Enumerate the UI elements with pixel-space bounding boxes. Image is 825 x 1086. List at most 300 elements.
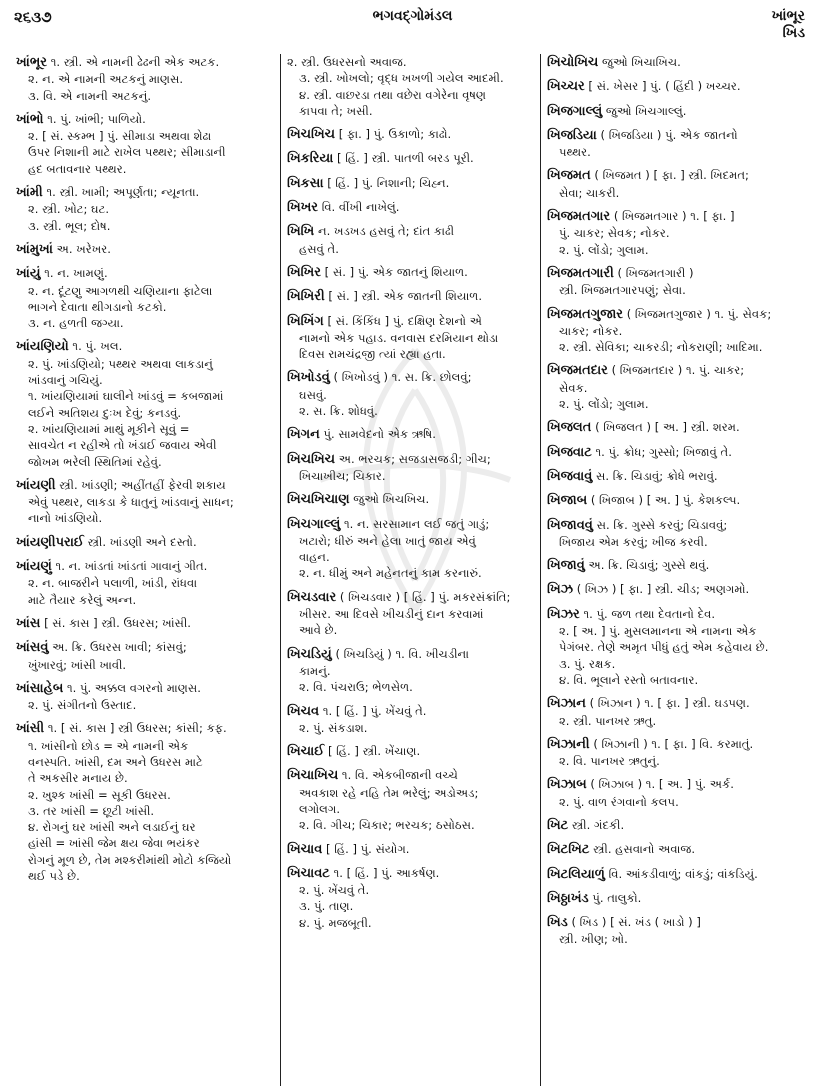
entry-text: ( ખિજમતગુજાર ) ૧. પું. સેવક; <box>626 306 772 321</box>
entry-text: માટે તૈયાર કરેલું અન્ન. <box>28 592 137 607</box>
entry-line <box>287 288 534 305</box>
entry-text: ખાંડવાનું ગચિયું. <box>28 373 103 388</box>
entry-line <box>547 54 797 71</box>
entry-line <box>16 184 274 201</box>
column-1 <box>10 54 280 1086</box>
entry-line <box>287 663 534 679</box>
dictionary-entry <box>547 841 797 858</box>
entry-line <box>547 672 797 688</box>
entry-text: ૧. [ હિં. ] પું. આકર્ષણ. <box>333 865 440 880</box>
entry-line <box>287 387 534 403</box>
entry-text: ૨. પું. સંકડાશ. <box>299 720 368 735</box>
entry-headword: ખિચખિચ <box>287 451 336 467</box>
entry-text: ( ખિજમતગાર ) ૧. [ ફા. ] <box>613 209 735 224</box>
entry-text: હસવું તે. <box>299 241 339 256</box>
entry-text: ૩. તર ખાંસી = છૂટી ખાંસી. <box>28 803 155 818</box>
entry-text: ભાગને દેવાતા થીગડાનો કટકો. <box>28 299 167 314</box>
entry-line <box>547 208 797 225</box>
entry-text: ૧. [ સં. કાસ ] સ્ત્રી ઉધરસ; કાંસી; કફ. <box>47 721 227 736</box>
entry-line <box>16 819 274 835</box>
entry-line <box>547 492 797 509</box>
entry-headword: ખિજમતગારી <box>547 265 614 281</box>
column-2 <box>280 54 540 1086</box>
entry-line <box>16 835 274 851</box>
entry-text: અ. ભરચક; સજડાસજડી; ગીચ; <box>338 451 491 466</box>
entry-line <box>287 175 534 192</box>
entry-text: થઈ પડે છે. <box>28 869 80 884</box>
entry-line <box>16 144 274 160</box>
entry-headword: ખાંયું <box>16 266 41 282</box>
entry-headword: ખિકરિયા <box>287 151 334 167</box>
entry-line <box>16 639 274 656</box>
dictionary-entry <box>547 444 797 461</box>
dictionary-entry <box>287 491 534 508</box>
entry-text: ૧. ન. ખામણું. <box>44 266 108 281</box>
entry-headword: ખિખિરી <box>287 289 325 305</box>
entry-headword: ખિચખિચ <box>287 127 336 143</box>
dictionary-entry <box>16 639 274 673</box>
entry-text: જુઓ ખિચખિચ. <box>353 492 430 507</box>
entry-text: ( ખિઝાબ ) ૧. [ અ. ] પું. અર્ક. <box>590 777 734 792</box>
entry-line <box>547 623 797 639</box>
entry-line <box>547 468 797 485</box>
entry-line <box>16 787 274 803</box>
entry-line <box>16 161 274 177</box>
entry-line <box>287 70 534 86</box>
entry-text: ૨. પું. ખેંચવું તે. <box>299 883 370 898</box>
dictionary-entry <box>287 150 534 167</box>
entry-line <box>287 241 534 257</box>
entry-text: [ સં. કિંકિંધ ] પું. દક્ષિણ દેશનો એ <box>327 313 482 328</box>
entry-line <box>287 882 534 898</box>
entry-text: ૪. સ્ત્રી. વાછરડા તથા વછેરા વગેરેના વૃષણ <box>299 87 487 102</box>
entry-line <box>287 841 534 858</box>
entry-line <box>287 549 534 565</box>
entry-text: ( ખિજમત ) [ ફા. ] સ્ત્રી. ખિદમત; <box>594 168 749 183</box>
dictionary-entry <box>547 914 797 948</box>
entry-text: સ્ત્રી. ખાંડણી અને દસ્તો. <box>87 534 197 549</box>
entry-line <box>16 534 274 551</box>
entry-text: ( ખિડ ) [ સં. ખંડ ( ખાડો ) ] <box>571 915 701 930</box>
entry-line <box>547 306 797 323</box>
entry-text: પું. તાલુકો. <box>592 890 642 905</box>
entry-text: ખટારો; ધીરું અને હેલા ખાતું જાય એવું <box>299 533 476 548</box>
entry-text: વનસ્પતિ. ખાંસી, દમ અને ઉધરસ માટે <box>28 754 203 769</box>
entry-line <box>547 736 797 753</box>
dictionary-entry <box>547 890 797 907</box>
entry-text: સ્ત્રી. ખીણ; ખો. <box>559 932 628 947</box>
entry-line <box>16 852 274 868</box>
entry-text: જોખમ ભરેલી સ્થિતિમાં રહેવું. <box>28 454 162 469</box>
entry-text: પું. ચાકર; સેવક; નોકર. <box>559 226 670 241</box>
entry-text: આવે છે. <box>299 623 338 638</box>
entry-text: [ સં. ] પું. એક જાતનું શિયાળ. <box>324 264 468 279</box>
entry-text: ૨. પું. લોંડો; ગુલામ. <box>559 397 649 412</box>
entry-text: ૨. ન. બાજરીને પલાળી, ખાંડી, રાંધવા <box>28 576 198 591</box>
entry-line <box>16 592 274 608</box>
dictionary-entry <box>287 743 534 760</box>
entry-line <box>287 817 534 833</box>
dictionary-entry <box>547 606 797 688</box>
entry-line <box>547 931 797 947</box>
entry-text: ૨. પું. સંગીતનો ઉસ્તાદ. <box>28 698 137 713</box>
entry-headword: ખિચાવ <box>287 841 323 857</box>
dictionary-entry <box>547 866 797 883</box>
entry-text: ( ખિજાબ ) [ અ. ] પું. કેશકલ્પ. <box>590 493 741 508</box>
entry-line <box>16 868 274 884</box>
entry-text: [ હિં. ] સ્ત્રી. ખેંચાણ. <box>327 744 421 759</box>
column-3 <box>540 54 803 1086</box>
entry-line <box>287 743 534 760</box>
entry-line <box>547 695 797 712</box>
entry-text: ૨. વિ. પંચરાઉ; ભેળસેળ. <box>299 680 413 695</box>
entry-text: પું. સામવેદનો એક ઋષિ. <box>323 427 436 442</box>
entry-line <box>287 346 534 362</box>
dictionary-entry <box>287 126 534 143</box>
entry-line <box>16 338 274 355</box>
entry-text: સ્ત્રી. ખાંડણી; અહીંતહીં ફેરવી શકાય <box>59 477 226 492</box>
entry-line <box>16 454 274 470</box>
entry-text: [ સં. ] સ્ત્રી. એક જાતની શિયાળ. <box>328 289 483 304</box>
entry-text: ( ખિજલત ) [ અ. ] સ્ત્રી. શરમ. <box>595 420 740 435</box>
entry-line <box>287 369 534 386</box>
entry-headword: ખિજલત <box>547 420 592 436</box>
guide-word-last: ખિડ <box>782 25 805 41</box>
entry-line <box>547 362 797 379</box>
entry-text: હાંસી = ખાંસી જેમ ક્ષય જેવા ભયંકર <box>28 836 200 851</box>
entry-line <box>547 380 797 396</box>
dictionary-entry <box>547 103 797 120</box>
entry-text: ઉપર નિશાની માટે રાખેલ પથ્થર; સીમાડાની <box>28 145 226 160</box>
entry-text: લઈને અતિશય દુઃખ દેવું; કનડવું. <box>28 405 182 420</box>
guide-words <box>772 8 805 42</box>
entry-headword: ખાંયણિયો <box>16 339 69 355</box>
entry-text: ૧. સ્ત્રી. ખામી; અપૂર્ણતા; ન્યૂનતા. <box>46 185 200 200</box>
entry-line <box>16 299 274 315</box>
entry-line <box>287 199 534 216</box>
entry-text: અવકાશ રહે નહિ તેમ ભરેલું; અડોઅડ; <box>299 785 479 800</box>
entry-headword: ખિચખિચાણ <box>287 492 350 508</box>
entry-line <box>287 679 534 695</box>
entry-text: જુઓ ખિચાખિચ. <box>602 55 681 69</box>
entry-text: ( ખિઝ ) [ ફા. ] સ્ત્રી. ચીડ; અણગમો. <box>576 582 750 597</box>
dictionary-entry <box>547 817 797 834</box>
dictionary-entry <box>287 264 534 281</box>
entry-text: સ. ક્રિ. ગુસ્સે કરવું; ચિડાવવું; <box>596 517 728 532</box>
entry-headword: ખિખિ <box>287 224 315 240</box>
entry-line <box>287 565 534 581</box>
entry-text: રોગનું મૂળ છે, તેમ મશ્કરીમાંથી મોટો કજિયો <box>28 852 232 867</box>
entry-line <box>16 558 274 575</box>
entry-line <box>547 444 797 461</box>
entry-headword: ખિકસા <box>287 175 324 191</box>
entry-line <box>547 419 797 436</box>
entry-headword: ખિઝાની <box>547 736 590 752</box>
entry-headword: ખિગન <box>287 427 320 443</box>
entry-headword: ખાંસવું <box>16 640 49 656</box>
entry-headword: ખિજાવવું <box>547 517 593 533</box>
columns <box>10 54 819 1086</box>
dictionary-entry <box>16 54 274 104</box>
entry-line <box>287 533 534 549</box>
entry-text: ૧. ખાંસીનો છોડ = એ નામની એક <box>28 738 189 753</box>
entry-text: ૧. ખાંયણિયામાં ઘાલીને ખાંડવું = કબજામાં <box>28 389 224 404</box>
entry-text: જુઓ ખિચગાલ્લું. <box>605 103 687 118</box>
entry-headword: ખાંસાહેબ <box>16 680 64 696</box>
entry-text: ૨. ખાંયણિયામાં માથું મૂકીને સૂવું = <box>28 421 190 436</box>
entry-line <box>16 201 274 217</box>
entry-line <box>16 615 274 632</box>
entry-headword: ખિચાવટ <box>287 865 330 881</box>
entry-text: ૨. ન. ધીમું અને મહેનતનું કામ કરનારું. <box>299 566 482 581</box>
entry-text: ખિજાય એમ કરવું; ખીજ કરવી. <box>559 534 708 549</box>
entry-line <box>547 656 797 672</box>
entry-text: ૪. રોગનું ઘર ખાંસી અને લડાઈનું ઘર <box>28 820 196 835</box>
guide-word-first: ખાંભૂર <box>771 8 805 24</box>
entry-text: સ્ત્રી. ખિજમતગારપણું; સેવા. <box>559 283 686 298</box>
entry-headword: ખાંસ <box>16 615 41 631</box>
dictionary-entry <box>287 516 534 582</box>
entry-line <box>16 372 274 388</box>
entry-line <box>547 265 797 282</box>
entry-line <box>287 330 534 346</box>
entry-text: ૨. સ્ત્રી. સેવિકા; ચાકરડી; નોકરાણી; ખાદિમા. <box>559 340 763 355</box>
entry-headword: ખિજાવું <box>547 558 585 574</box>
entry-line <box>16 770 274 786</box>
entry-line <box>287 646 534 663</box>
entry-text: અ. ક્રિ. ચિડાવું; ગુસ્સે થવું. <box>588 558 710 573</box>
entry-line <box>547 127 797 144</box>
entry-text: વિ. વીંખી નાખેલું. <box>321 200 400 215</box>
entry-line <box>16 437 274 453</box>
entry-text: ખીસર. આ દિવસે ખીચડીનું દાન કરવામાં <box>299 607 484 622</box>
entry-line <box>16 218 274 234</box>
entry-text: [ હિં. ] સ્ત્રી. પાતળી બરડ પૂરી. <box>336 151 474 166</box>
entry-headword: ખિટ <box>547 817 569 833</box>
entry-text: [ ફા. ] પું. ઉકાળો; કાઢો. <box>338 127 452 142</box>
dictionary-entry <box>547 517 797 551</box>
entry-line <box>16 405 274 421</box>
dictionary-entry <box>287 865 534 931</box>
entry-line <box>287 223 534 240</box>
entry-headword: ખાંમુખાં <box>16 241 53 257</box>
entry-text: ( ખિજમતગારી ) <box>617 265 694 280</box>
entry-text: ન. ખડખડ હસવું તે; દાંત કાઢી <box>317 224 455 239</box>
entry-text: ખુંખારવું; ખાંસી ખાવી. <box>28 657 127 672</box>
entry-text: સાવચેત ન રહીએ તો ખંડાઈ જવાય એવી <box>28 438 217 453</box>
dictionary-entry <box>287 54 534 119</box>
entry-line <box>287 865 534 882</box>
entry-text: ૩. સ્ત્રી. ભૂલ; દોષ. <box>28 218 111 233</box>
entry-text: ( ખિચડવાર ) [ હિં. ] પું. મકરસંક્રાંતિ; <box>339 589 511 604</box>
entry-text: હદ બતાવનાર પથ્થર. <box>28 161 127 176</box>
entry-text: લગોલગ. <box>299 801 341 816</box>
entry-line <box>16 657 274 673</box>
entry-headword: ખિખોડવું <box>287 370 330 386</box>
entry-text: ૧. ન. સરસામાન લઈ જતું ગાડું; <box>343 516 490 531</box>
entry-headword: ખિઝાબ <box>547 777 587 793</box>
entry-line <box>547 817 797 834</box>
entry-line <box>547 167 797 184</box>
dictionary-entry <box>16 111 274 177</box>
dictionary-entry <box>547 736 797 770</box>
entry-text: ૩. ન. હળતી જગ્યા. <box>28 316 124 331</box>
entry-text: ૨. વિ. પાનખર ઋતુનું. <box>559 754 660 769</box>
entry-headword: ખિજાબ <box>547 493 588 509</box>
entry-text: ૧. વિ. એકબીજાની વચ્ચે <box>341 768 458 783</box>
entry-headword: ખિખિંગ <box>287 313 324 329</box>
entry-text: ઘસવું. <box>299 387 327 402</box>
dictionary-entry <box>16 265 274 331</box>
entry-text: દિવસ રામચંદ્રજી ત્યાં રહ્યા હતા. <box>299 347 446 362</box>
entry-text: ૨. [ અ. ] પું. મુસલમાનના એ નામના એક <box>559 624 757 639</box>
dictionary-entry <box>547 581 797 598</box>
entry-headword: ખાંયણી <box>16 477 56 493</box>
entry-line <box>287 703 534 720</box>
entry-line <box>547 753 797 769</box>
entry-line <box>287 606 534 622</box>
entry-headword: ખિજમતગાર <box>547 209 611 225</box>
entry-headword: ખિજવાવું <box>547 468 593 484</box>
entry-headword: ખિજવાટ <box>547 444 592 460</box>
entry-line <box>287 622 534 638</box>
entry-line <box>16 71 274 87</box>
entry-line <box>547 606 797 623</box>
dictionary-entry <box>547 208 797 258</box>
entry-text: સ્ત્રી. હસવાનો અવાજ. <box>593 842 696 857</box>
entry-headword: ખાંસી <box>16 721 45 737</box>
entry-text: [ સં. કાસ ] સ્ત્રી. ઉધરસ; ખાંસી. <box>44 615 191 630</box>
entry-line <box>16 680 274 697</box>
dictionary-entry <box>287 288 534 305</box>
entry-headword: ખિજગાલ્લું <box>547 103 603 119</box>
entry-line <box>287 801 534 817</box>
dictionary-entry <box>287 175 534 192</box>
entry-text: ( ખિજડિયા ) પું. એક જાતનો <box>600 127 738 142</box>
entry-line <box>16 697 274 713</box>
entry-line <box>547 557 797 574</box>
entry-text: ૨. સ. ક્રિ. શોધવું. <box>299 404 378 419</box>
entry-headword: ખાંયણીપરાઈ <box>16 534 84 550</box>
entry-text: ૨. સ્ત્રી. ખોટ; ઘટ. <box>28 202 110 217</box>
dictionary-entry <box>547 78 797 95</box>
entry-line <box>287 87 534 103</box>
entry-text: ( ખિઝાન ) ૧. [ ફા. ] સ્ત્રી. ઘડપણ. <box>589 696 750 711</box>
entry-text: ૩. પું. રક્ષક. <box>559 656 616 671</box>
entry-headword: ખાંભો <box>16 111 44 127</box>
entry-text: [ સં. ખેસર ] પું. ( હિંદી ) ખચ્ચર. <box>588 79 741 94</box>
entry-text: ૧. પું. અક્કલ વગરનો માણસ. <box>66 680 201 695</box>
entry-line <box>16 315 274 331</box>
entry-line <box>287 767 534 784</box>
entry-text: ૨. ખુશ્ક ખાંસી = સૂકી ઉધરસ. <box>28 787 171 802</box>
entry-line <box>16 575 274 591</box>
entry-line <box>287 403 534 419</box>
dictionary-entry <box>16 184 274 234</box>
dictionary-entry <box>16 534 274 551</box>
entry-line <box>16 356 274 372</box>
entry-line <box>547 144 797 160</box>
entry-line <box>16 720 274 737</box>
page-number: ૨૬૩૭ <box>14 8 52 26</box>
entry-line <box>16 111 274 128</box>
entry-line <box>16 477 274 494</box>
dictionary-entry <box>287 451 534 485</box>
entry-text: સેવક. <box>559 380 588 395</box>
entry-text: પથ્થર. <box>559 145 591 160</box>
dictionary-entry <box>547 127 797 161</box>
entry-line <box>547 242 797 258</box>
dictionary-entry <box>16 720 274 884</box>
entry-headword: ખિખિર <box>287 264 321 280</box>
entry-line <box>547 396 797 412</box>
dictionary-entry <box>287 369 534 419</box>
entry-line <box>287 516 534 533</box>
entry-line <box>547 890 797 907</box>
entry-headword: ખિચગાલ્લું <box>287 516 341 532</box>
entry-headword: ખાંયણું <box>16 559 52 575</box>
entry-headword: ખિટલિયાળું <box>547 866 605 882</box>
entry-line <box>16 510 274 526</box>
entry-line <box>547 534 797 550</box>
entry-line <box>287 103 534 119</box>
entry-text: ૨. ન. એ નામની અટકનું માણસ. <box>28 72 184 87</box>
dictionary-entry <box>16 680 274 714</box>
dictionary-entry <box>547 419 797 436</box>
entry-line <box>16 241 274 258</box>
entry-text: કામનું. <box>299 663 331 678</box>
entry-line <box>16 738 274 754</box>
entry-headword: ખિઝાન <box>547 696 586 712</box>
entry-text: ખિચાખીચ; ચિકાર. <box>299 468 386 483</box>
entry-text: સ્ત્રી. ગંદકી. <box>571 817 625 832</box>
entry-text: ચાકર; નોકર. <box>559 323 623 338</box>
entry-headword: ખિચાખિચ <box>287 768 339 784</box>
dictionary-entry <box>547 306 797 356</box>
entry-text: વિ. આંકડીવાળું; વાંકડું; વાંકડિયું. <box>608 866 758 881</box>
entry-text: સેવા; ચાકરી. <box>559 185 620 200</box>
entry-headword: ખિજમતગુજાર <box>547 306 623 322</box>
entry-text: કાપવા તે; ખસી. <box>299 103 373 118</box>
entry-headword: ખિડ <box>547 915 568 931</box>
entry-headword: ખિઠ્ઠાખંડ <box>547 890 589 906</box>
entry-headword: ખિચડિયું <box>287 646 332 662</box>
entry-line <box>547 78 797 95</box>
entry-headword: ખિજડિયા <box>547 127 597 143</box>
entry-line <box>287 313 534 330</box>
entry-line <box>287 126 534 143</box>
dictionary-entry <box>547 265 797 299</box>
entry-text: ૨. પું. લોંડો; ગુલામ. <box>559 242 649 257</box>
entry-text: ૩. વિ. એ નામની અટકનું. <box>28 88 152 103</box>
entry-line <box>547 713 797 729</box>
dictionary-entry <box>16 241 274 258</box>
dictionary-entry <box>547 362 797 412</box>
entry-headword: ખાંભૂર <box>16 55 47 70</box>
entry-line <box>16 494 274 510</box>
entry-text: ૨. સ્ત્રી. ઉધરસનો અવાજ. <box>287 55 407 69</box>
dictionary-entry <box>547 776 797 810</box>
dictionary-entry <box>287 841 534 858</box>
entry-text: ૪. પું. મજબૂતી. <box>299 915 372 930</box>
entry-text: ૩. સ્ત્રી. ખોખલો; વૃદ્ધ ખખળી ગયેલ આદમી. <box>299 71 504 86</box>
entry-line <box>547 639 797 655</box>
entry-line <box>16 128 274 144</box>
entry-text: ૨. ન. દૂંટણુ આગળથી ચણિયાના ફાટેલા <box>28 283 213 298</box>
dictionary-entry <box>16 477 274 527</box>
entry-line <box>547 581 797 598</box>
entry-text: ( ખિજમતદાર ) ૧. પું. ચાકર; <box>611 363 745 378</box>
